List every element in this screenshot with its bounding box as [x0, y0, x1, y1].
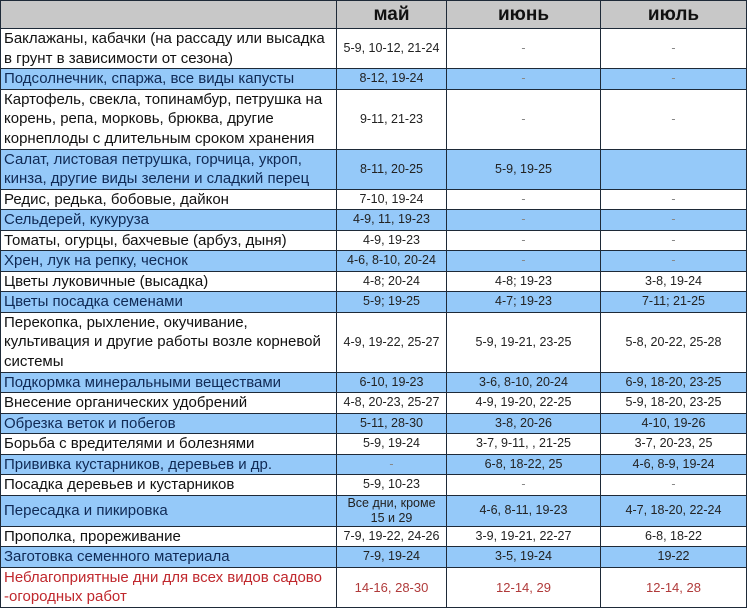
row-work-type: Заготовка семенного материала [1, 547, 337, 568]
cell-may: 4-6, 8-10, 20-24 [337, 251, 447, 272]
row-work-type: Томаты, огурцы, бахчевые (арбуз, дыня) [1, 230, 337, 251]
row-work-type: Обрезка веток и побегов [1, 413, 337, 434]
cell-june: 5-9, 19-21, 23-25 [447, 312, 601, 372]
cell-july: 3-7, 20-23, 25 [601, 434, 747, 455]
table-row [1, 189, 747, 210]
table-row [1, 372, 747, 393]
cell-may: 6-10, 19-23 [337, 372, 447, 393]
cell-june: - [447, 251, 601, 272]
cell-june: 3-7, 9-11, , 21-25 [447, 434, 601, 455]
header-row [1, 1, 747, 29]
cell-may: 5-9, 10-12, 21-24 [337, 29, 447, 69]
row-work-type: Цветы луковичные (высадка) [1, 271, 337, 292]
row-work-type: Пересадка и пикировка [1, 495, 337, 526]
row-work-type: Картофель, свекла, топинамбур, петрушка на корень, репа, морковь, брюква, другие корнеплоды с длительным сроком хранения [1, 89, 337, 149]
cell-july: 5-8, 20-22, 25-28 [601, 312, 747, 372]
cell-july: 19-22 [601, 547, 747, 568]
cell-june: 5-9, 19-25 [447, 149, 601, 189]
cell-may: 7-10, 19-24 [337, 189, 447, 210]
header-work-type [1, 1, 337, 29]
table-row [1, 454, 747, 475]
table-body [1, 29, 747, 608]
cell-july [601, 149, 747, 189]
table-row [1, 271, 747, 292]
row-work-type: Подсолнечник, спаржа, все виды капусты [1, 69, 337, 90]
cell-july: - [601, 29, 747, 69]
cell-june: - [447, 230, 601, 251]
table-row [1, 495, 747, 526]
table-row [1, 567, 747, 607]
cell-june: - [447, 210, 601, 231]
cell-may: - [337, 454, 447, 475]
cell-june: - [447, 189, 601, 210]
cell-july: 5-9, 18-20, 23-25 [601, 393, 747, 414]
row-work-type: Прививка кустарников, деревьев и др. [1, 454, 337, 475]
table-row [1, 89, 747, 149]
cell-may: 7-9, 19-24 [337, 547, 447, 568]
cell-may: 5-9, 19-24 [337, 434, 447, 455]
table-row [1, 475, 747, 496]
table-row [1, 434, 747, 455]
row-work-type: Салат, листовая петрушка, горчица, укроп, кинза, другие виды зелени и сладкий перец [1, 149, 337, 189]
cell-june: - [447, 89, 601, 149]
table-row [1, 230, 747, 251]
cell-may: Все дни, кроме 15 и 29 [337, 495, 447, 526]
cell-may: 4-8, 20-23, 25-27 [337, 393, 447, 414]
cell-may: 4-8; 20-24 [337, 271, 447, 292]
cell-june: - [447, 69, 601, 90]
cell-may: 4-9, 11, 19-23 [337, 210, 447, 231]
cell-may: 5-9; 19-25 [337, 292, 447, 313]
row-work-type: Перекопка, рыхление, окучивание, культивация и другие работы возле корневой системы [1, 312, 337, 372]
cell-july: 12-14, 28 [601, 567, 747, 607]
cell-may: 9-11, 21-23 [337, 89, 447, 149]
table-row [1, 210, 747, 231]
row-work-type: Прополка, прореживание [1, 526, 337, 547]
cell-june: - [447, 475, 601, 496]
cell-july: 7-11; 21-25 [601, 292, 747, 313]
cell-may: 4-9, 19-22, 25-27 [337, 312, 447, 372]
cell-july: - [601, 210, 747, 231]
table-row [1, 29, 747, 69]
header-may: май [337, 1, 447, 29]
row-work-type: Редис, редька, бобовые, дайкон [1, 189, 337, 210]
row-work-type: Хрен, лук на репку, чеснок [1, 251, 337, 272]
cell-may: 14-16, 28-30 [337, 567, 447, 607]
cell-july: 3-8, 19-24 [601, 271, 747, 292]
row-work-type: Внесение органических удобрений [1, 393, 337, 414]
table-row [1, 547, 747, 568]
table-row [1, 251, 747, 272]
row-work-type: Цветы посадка семенами [1, 292, 337, 313]
cell-july: 4-6, 8-9, 19-24 [601, 454, 747, 475]
header-july: июль [601, 1, 747, 29]
row-work-type: Посадка деревьев и кустарников [1, 475, 337, 496]
cell-june: 4-7; 19-23 [447, 292, 601, 313]
row-work-type: Борьба с вредителями и болезнями [1, 434, 337, 455]
table-row [1, 149, 747, 189]
header-june: июнь [447, 1, 601, 29]
cell-july: - [601, 251, 747, 272]
table-row [1, 69, 747, 90]
table-row [1, 413, 747, 434]
cell-july: - [601, 189, 747, 210]
cell-july: - [601, 89, 747, 149]
cell-july: 4-10, 19-26 [601, 413, 747, 434]
cell-july: 4-7, 18-20, 22-24 [601, 495, 747, 526]
row-work-type: Неблагоприятные дни для всех видов садово -огородных работ [1, 567, 337, 607]
cell-june: 4-9, 19-20, 22-25 [447, 393, 601, 414]
cell-may: 7-9, 19-22, 24-26 [337, 526, 447, 547]
cell-june: 3-8, 20-26 [447, 413, 601, 434]
cell-may: 8-11, 20-25 [337, 149, 447, 189]
cell-july: - [601, 230, 747, 251]
row-work-type: Сельдерей, кукуруза [1, 210, 337, 231]
cell-june: - [447, 29, 601, 69]
cell-may: 4-9, 19-23 [337, 230, 447, 251]
cell-june: 3-5, 19-24 [447, 547, 601, 568]
table-row [1, 292, 747, 313]
cell-july: 6-9, 18-20, 23-25 [601, 372, 747, 393]
cell-may: 5-11, 28-30 [337, 413, 447, 434]
cell-july: - [601, 475, 747, 496]
table-row [1, 393, 747, 414]
cell-july: 6-8, 18-22 [601, 526, 747, 547]
cell-may: 8-12, 19-24 [337, 69, 447, 90]
cell-june: 4-6, 8-11, 19-23 [447, 495, 601, 526]
table-row [1, 312, 747, 372]
row-work-type: Баклажаны, кабачки (на рассаду или высадка в грунт в зависимости от сезона) [1, 29, 337, 69]
cell-june: 3-6, 8-10, 20-24 [447, 372, 601, 393]
cell-june: 3-9, 19-21, 22-27 [447, 526, 601, 547]
cell-june: 6-8, 18-22, 25 [447, 454, 601, 475]
cell-june: 12-14, 29 [447, 567, 601, 607]
table-row [1, 526, 747, 547]
cell-july: - [601, 69, 747, 90]
cell-june: 4-8; 19-23 [447, 271, 601, 292]
row-work-type: Подкормка минеральными веществами [1, 372, 337, 393]
cell-may: 5-9, 10-23 [337, 475, 447, 496]
